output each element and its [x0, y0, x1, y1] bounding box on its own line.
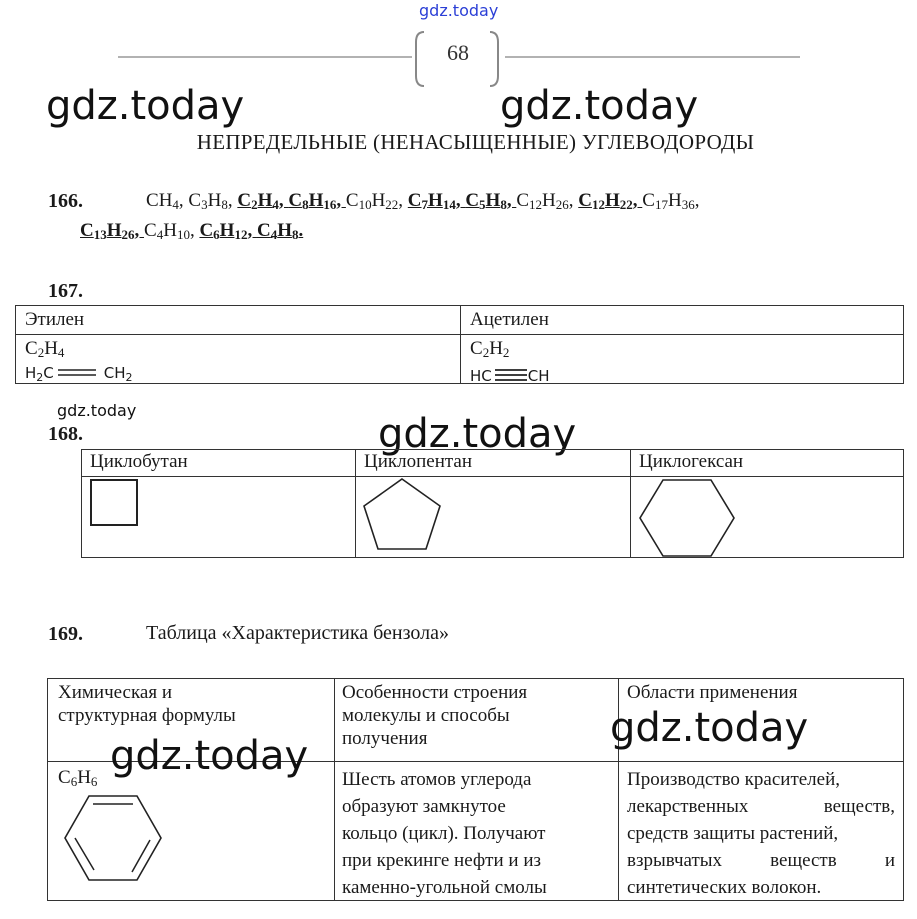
formula-166-item: $C_3H_8$	[188, 190, 228, 212]
problem-166-line2: $C_{13}H_{26}$, $C_4H_{10}$, $C_6H_{12}$, $C_4H_8$.	[80, 220, 304, 242]
acetylene-formula: $C_2H_2$	[470, 338, 510, 360]
structure-line: при крекинге нефти и из	[342, 850, 541, 871]
application-line: Производство красителей,	[627, 769, 841, 790]
application-line: взрывчатых веществ и	[627, 850, 895, 871]
page-title: НЕПРЕДЕЛЬНЫЕ (НЕНАСЫЩЕННЫЕ) УГЛЕВОДОРОДЫ	[196, 130, 755, 154]
page-number: 68	[447, 40, 469, 65]
structure-line: Шесть атомов углерода	[342, 769, 532, 790]
acetylene-structure: HC CH	[470, 367, 550, 385]
header-col3-line1: Области применения	[627, 682, 798, 703]
ethylene-header: Этилен	[25, 309, 85, 330]
cyclohexane-structure	[638, 476, 738, 560]
header-col2-line1: Особенности строения	[342, 682, 528, 703]
header-col1-line2: структурная формулы	[58, 704, 236, 726]
watermark-2: gdz.today	[500, 83, 699, 129]
application-line: лекарственных веществ,	[627, 796, 895, 817]
benzene-structure-description	[342, 766, 604, 901]
watermark-3: gdz.today	[378, 411, 577, 457]
problem-167-number: 167.	[48, 280, 83, 302]
problem-169-caption: Таблица «Характеристика бензола»	[146, 622, 449, 644]
acetylene-header: Ацетилен	[470, 309, 549, 330]
formula-166-item: $C_{12}H_{22}$,	[578, 190, 643, 212]
header-col1-line1: Химическая и	[58, 682, 173, 703]
problem-169-number: 169.	[48, 623, 83, 645]
formula-166-item: $CH_4$	[146, 190, 179, 212]
watermark-1: gdz.today	[46, 83, 245, 129]
benzene-structure	[62, 792, 166, 884]
problem-166-number: 166.	[48, 190, 83, 212]
formula-166-item: $C_{13}H_{26}$,	[80, 220, 145, 242]
cyclopentane-structure	[360, 476, 446, 556]
formula-166-item: $C_7H_{14}$,	[407, 190, 466, 212]
ethylene-double-bond	[58, 367, 98, 379]
formula-166-item: $C_8H_{16}$,	[288, 190, 346, 212]
problem-166-line1: $CH_4$, $C_3H_8$, $C_2H_4$, $C_8H_{16}$, $C_{10}H_{22}$, $C_7H_{14}$, $C_5H_8$, $C_{12}H_{26}$, $C_{12}H_{22}$, $C_{17}H_{36}$,	[146, 190, 700, 212]
formula-166-item: $C_{12}H_{26}$	[516, 190, 569, 212]
table-167	[15, 305, 904, 384]
formula-166-item: $C_2H_4$,	[237, 190, 289, 212]
header-applications	[627, 682, 797, 705]
formula-166-item: $C_{10}H_{22}$	[345, 190, 399, 212]
watermark-small: gdz.today	[57, 401, 137, 420]
formula-166-item: $C_5H_8$,	[465, 190, 517, 212]
cyclobutane-header: Циклобутан	[90, 451, 188, 472]
header-chemical-formula	[58, 682, 236, 728]
cyclohexane-header: Циклогексан	[639, 451, 744, 472]
formula-166-item: $C_4H_{10}$	[144, 220, 190, 242]
formula-166-item: $C_4H_8$.	[256, 220, 304, 242]
formula-166-item: $C_{17}H_{36}$	[642, 190, 695, 212]
application-line: синтетических волокон.	[627, 877, 822, 898]
ethylene-formula: $C_2H_4$	[25, 338, 65, 360]
watermark-5: gdz.today	[610, 705, 809, 751]
header-structure	[342, 682, 527, 750]
table-168	[81, 449, 904, 558]
cyclobutane-structure	[85, 478, 145, 530]
problem-168-number: 168.	[48, 423, 83, 445]
application-line: средств защиты растений,	[627, 823, 839, 844]
header-col2-line3: получения	[342, 727, 428, 749]
structure-line: образуют замкнутое	[342, 796, 506, 817]
structure-line: кольцо (цикл). Получают	[342, 823, 546, 844]
benzene-applications	[627, 766, 895, 901]
structure-line: каменно-угольной смолы	[342, 877, 547, 898]
benzene-formula: $C_6H_6$	[58, 767, 98, 789]
acetylene-triple-bond	[495, 368, 529, 382]
watermark-top: gdz.today	[419, 1, 499, 20]
watermark-4: gdz.today	[110, 733, 309, 779]
formula-166-item: $C_6H_{12}$,	[199, 220, 257, 242]
cyclopentane-header: Циклопентан	[364, 451, 473, 472]
header-col2-line2: молекулы и способы	[342, 704, 510, 726]
ethylene-structure: $H_2C$ $CH_2$	[25, 364, 133, 384]
